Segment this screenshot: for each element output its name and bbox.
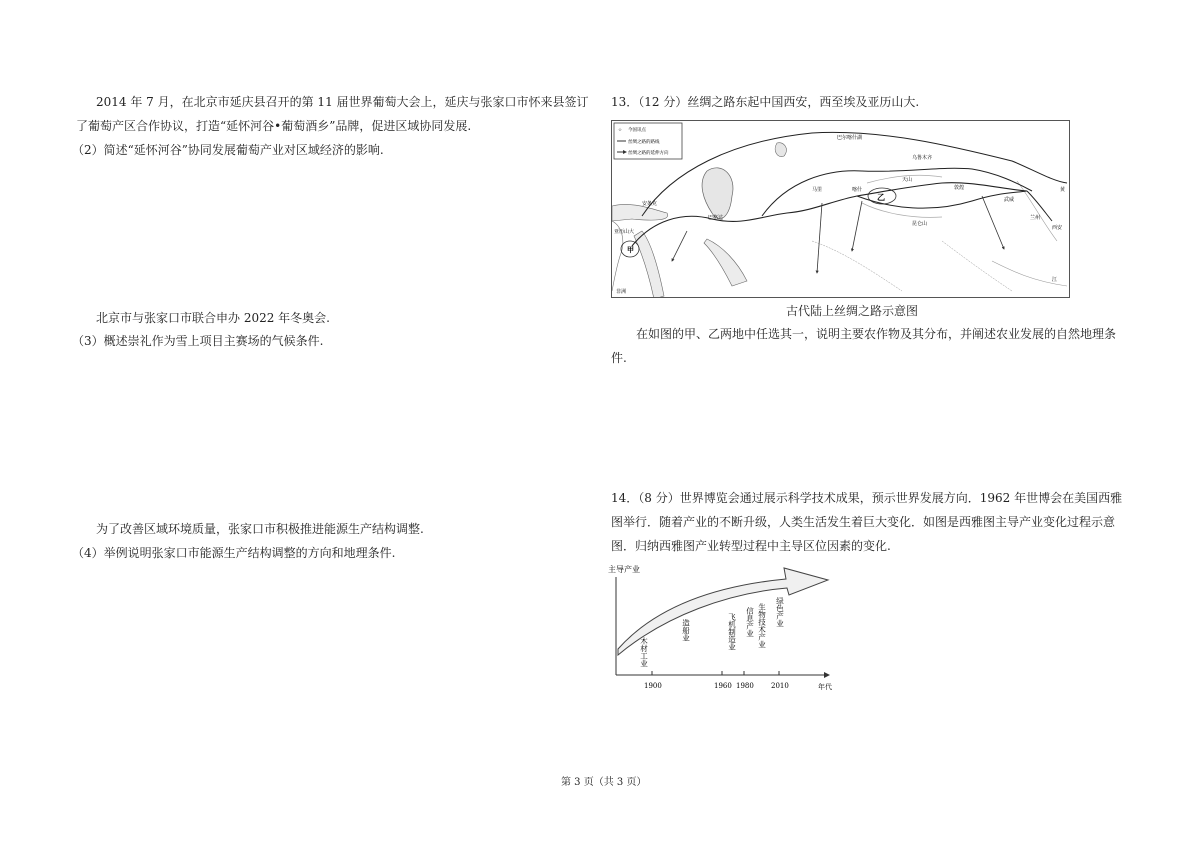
label-dunhuang: 敦煌 — [954, 185, 965, 191]
silk-route-central — [762, 168, 1032, 216]
label-xian: 西安 — [1052, 225, 1063, 231]
industry-chart-svg — [604, 563, 844, 701]
label-wuwei: 武威 — [1004, 197, 1015, 203]
extension-arabia — [672, 231, 687, 261]
label-alex: 亚历山大 — [614, 229, 635, 235]
industry-arrow — [618, 568, 828, 655]
label-kunlun: 昆仑山 — [912, 221, 928, 227]
year-1960: 1960 — [714, 682, 732, 690]
q13-task-line2: 件. — [611, 351, 627, 365]
legend-item-route: 丝绸之路的路线 — [628, 140, 660, 145]
river-yellow — [1017, 181, 1057, 241]
red-sea — [634, 231, 664, 298]
mediterranean-sea — [612, 204, 668, 221]
year-1980: 1980 — [736, 682, 754, 690]
label-kashi: 喀什 — [852, 187, 863, 193]
industry-biotech: 生物技术产业 — [757, 603, 767, 648]
label-africa: 非洲 — [616, 289, 627, 295]
industry-shipbuilding: 造船业 — [681, 619, 691, 642]
industry-it: 信息产业 — [745, 607, 755, 637]
question-4: （4）举例说明张家口市能源生产结构调整的方向和地理条件. — [72, 546, 396, 560]
question-13-header: 13．（12 分）丝绸之路东起中国西安，西至埃及亚历山大. — [611, 95, 920, 109]
industry-green: 绿色产业 — [775, 597, 785, 627]
chart-y-label: 主导产业 — [608, 565, 640, 574]
silk-road-map-svg — [612, 121, 1070, 298]
label-jia: 甲 — [627, 245, 634, 254]
q3-context: 北京市与张家口市联合申办 2022 年冬奥会. — [96, 311, 330, 325]
legend-symbol-point: ☆ — [618, 128, 623, 133]
persian-gulf — [704, 239, 747, 286]
q14-line2: 图举行．随着产业的不断升级，人类生活发生着巨大变化．如图是西雅图主导产业变化过程示意 — [611, 515, 1116, 529]
river-indus — [812, 241, 902, 291]
q14-line3: 图．归纳西雅图产业转型过程中主导区位因素的变化. — [611, 539, 891, 553]
label-lanzhou: 兰州 — [1030, 215, 1041, 221]
label-tianshan: 天山 — [902, 177, 913, 183]
page-footer: 第 3 页（共 3 页） — [561, 777, 647, 788]
label-lake: 巴尔喀什湖 — [837, 135, 863, 141]
chart-x-label: 年代 — [818, 683, 832, 691]
question-3: （3）概述崇礼作为雪上项目主赛场的气候条件. — [72, 334, 324, 348]
label-huang: 黄 — [1060, 187, 1066, 193]
river-ganges — [942, 241, 1012, 291]
label-baghdad: 巴格达 — [708, 215, 724, 221]
q14-line1: 14．（8 分）世界博览会通过展示科学技术成果，预示世界发展方向．1962 年世博会在美国西雅 — [611, 491, 1123, 505]
caspian-sea — [702, 168, 733, 219]
industry-aircraft: 飞机制造业 — [727, 613, 737, 651]
label-yi: 乙 — [877, 192, 885, 202]
q1-context-line1: 2014 年 7 月，在北京市延庆县召开的第 11 届世界葡萄大会上，延庆与张家口市怀来县签订 — [96, 95, 589, 109]
question-2: （2）简述“延怀河谷”协同发展葡萄产业对区域经济的影响. — [72, 143, 384, 157]
kunlun-range — [862, 203, 942, 217]
year-1900: 1900 — [644, 682, 662, 690]
extension-southeast — [982, 196, 1004, 249]
year-2010: 2010 — [771, 682, 789, 690]
q1-context-line2: 了葡萄产区合作协议，打造“延怀河谷•葡萄酒乡”品牌，促进区域协同发展. — [76, 119, 472, 133]
legend-item-extension: 丝绸之路的延伸方向 — [628, 151, 669, 156]
label-mali: 马里 — [812, 187, 823, 193]
q4-context: 为了改善区域环境质量，张家口市积极推进能源生产结构调整. — [96, 522, 424, 536]
legend-item-point: 今国讯点 — [628, 128, 646, 133]
industry-chart — [604, 563, 844, 701]
label-jiang: 江 — [1052, 277, 1058, 283]
label-antioch: 安条克 — [642, 201, 658, 207]
q13-task-line1: 在如图的甲、乙两地中任选其一，说明主要农作物及其分布，并阐述农业发展的自然地理条 — [636, 327, 1117, 341]
extension-south — [817, 203, 822, 273]
industry-lumber: 木材工业 — [639, 637, 649, 667]
silk-road-map — [611, 120, 1070, 298]
map-caption: 古代陆上丝绸之路示意图 — [786, 304, 919, 318]
label-wulumuqi: 乌鲁木齐 — [912, 155, 933, 161]
aral-sea — [775, 143, 786, 157]
silk-route-south — [632, 183, 1027, 246]
extension-india — [852, 201, 862, 251]
